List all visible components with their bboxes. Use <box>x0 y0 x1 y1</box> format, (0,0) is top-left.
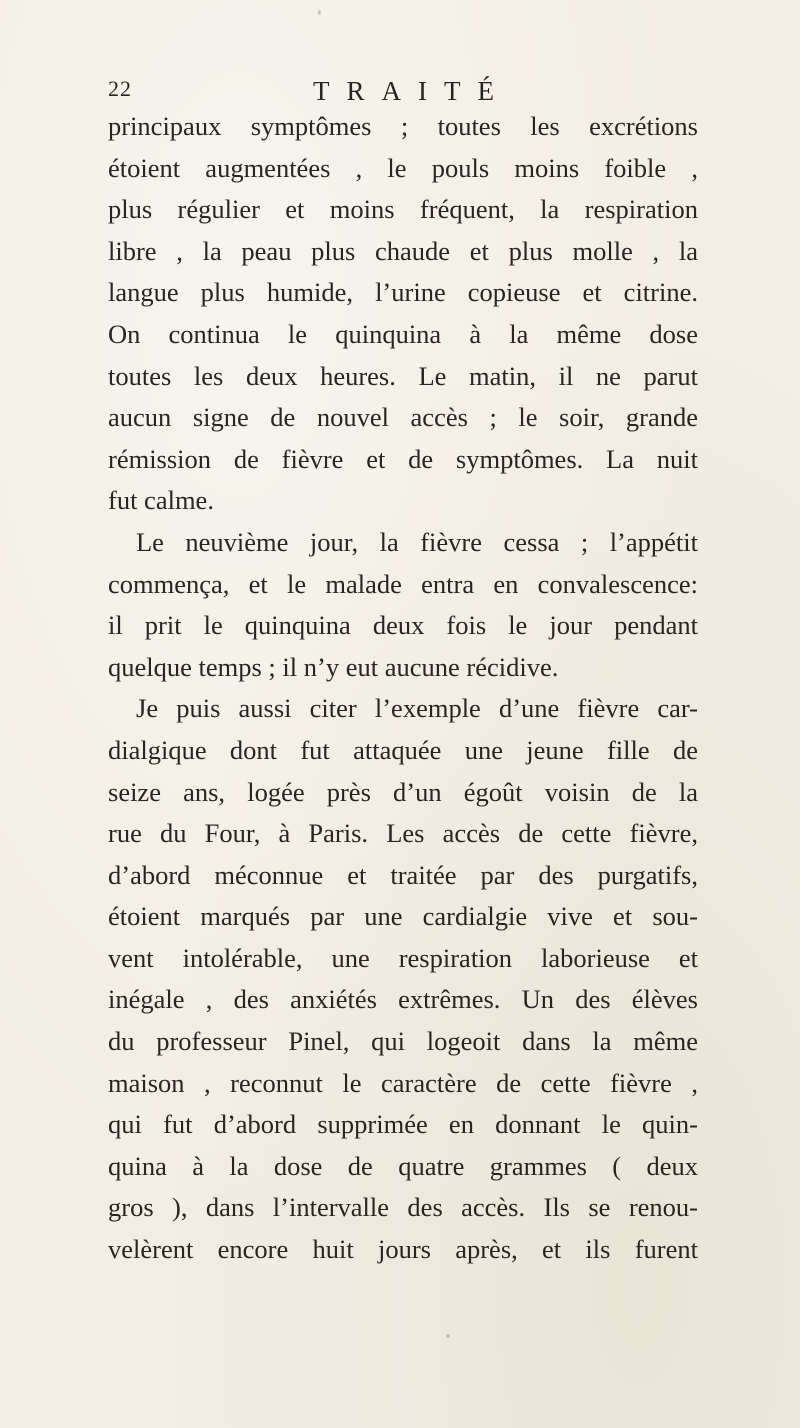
paragraph <box>108 688 698 1270</box>
paragraph <box>108 522 698 688</box>
text-line: rue du Four, à Paris. Les accès de cette fièvre, <box>108 818 698 849</box>
text-line: langue plus humide, l’urine copieuse et citrine. <box>108 277 698 308</box>
text-line: dialgique dont fut attaquée une jeune fille de <box>108 734 698 765</box>
text-line: du professeur Pinel, qui logeoit dans la même <box>108 1026 698 1057</box>
text-line: Je puis aussi citer l’exemple d’une fièvre car- <box>136 693 698 724</box>
text-line: On continua le quinquina à la même dose <box>108 318 698 349</box>
text-line: plus régulier et moins fréquent, la respiration <box>108 194 698 225</box>
text-line: gros ), dans l’intervalle des accès. Ils se renou- <box>108 1192 698 1223</box>
text-line: fut calme. <box>108 485 214 516</box>
paragraph <box>108 106 698 522</box>
paper-speck <box>446 1334 450 1338</box>
text-line: inégale , des anxiétés extrêmes. Un des élèves <box>108 984 698 1015</box>
text-line: principaux symptômes ; toutes les excrétions <box>108 111 698 141</box>
running-title: TRAITÉ <box>313 76 511 106</box>
text-line: commença, et le malade entra en convalescence: <box>108 568 698 599</box>
text-line: toutes les deux heures. Le matin, il ne parut <box>108 360 698 391</box>
text-line: libre , la peau plus chaude et plus molle , la <box>108 235 698 266</box>
body-text <box>108 106 698 1271</box>
text-line: velèrent encore huit jours après, et ils furent <box>108 1234 698 1265</box>
text-line: il prit le quinquina deux fois le jour pendant <box>108 610 698 641</box>
page-number: 22 <box>108 76 132 101</box>
text-line: rémission de fièvre et de symptômes. La nuit <box>108 443 698 474</box>
text-line: étoient augmentées , le pouls moins foible , <box>108 152 698 183</box>
text-line: vent intolérable, une respiration laborieuse et <box>108 942 698 973</box>
text-line: qui fut d’abord supprimée en donnant le quin- <box>108 1109 698 1140</box>
text-line: quina à la dose de quatre grammes ( deux <box>108 1150 698 1181</box>
text-line: d’abord méconnue et traitée par des purgatifs, <box>108 859 698 890</box>
text-line: étoient marqués par une cardialgie vive et sou- <box>108 901 698 932</box>
text-line: quelque temps ; il n’y eut aucune récidive. <box>108 651 559 682</box>
paper-speck <box>318 10 321 15</box>
text-line: Le neuvième jour, la fièvre cessa ; l’appétit <box>136 526 698 557</box>
text-line: seize ans, logée près d’un égoût voisin de la <box>108 776 698 807</box>
text-line: maison , reconnut le caractère de cette fièvre , <box>108 1067 698 1098</box>
text-line: aucun signe de nouvel accès ; le soir, grande <box>108 402 698 433</box>
